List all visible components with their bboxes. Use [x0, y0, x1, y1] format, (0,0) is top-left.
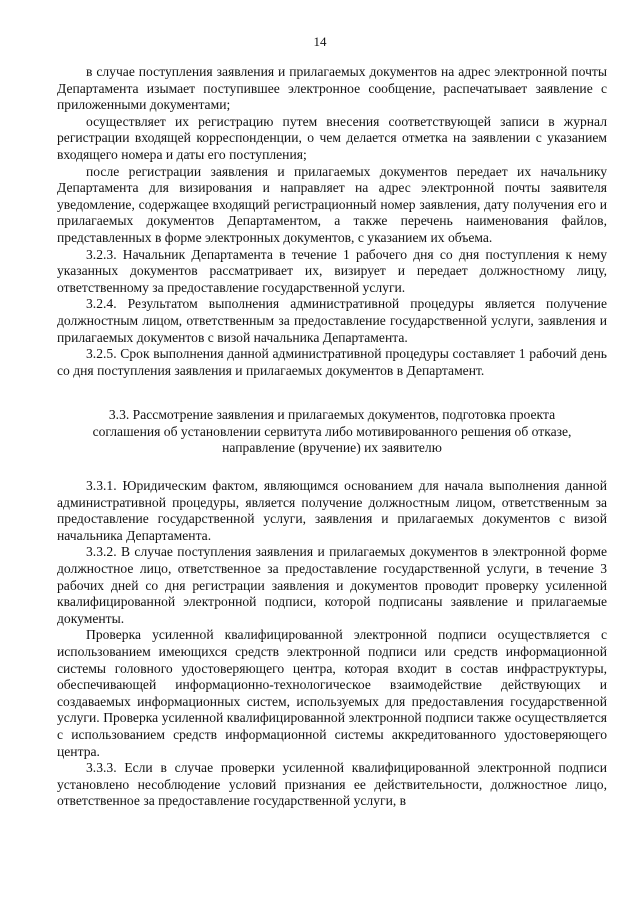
section-heading-line: соглашения об установлении сервитута либо мотивированного решения об отказе, — [92, 423, 572, 439]
paragraph-signature-check: Проверка усиленной квалифицированной электронной подписи осуществляется с использованием имеющихся средств электронной подписи или средств информационной системы головного удостоверяющего центра, которая входит в состав инфраструктуры, обеспечивающей информационно-технологическое взаимодействие действующих и создаваемых информационных систем, используемых для предоставления государственной услуги. Проверка усиленной квалифицированной электронной подписи также осуществляется с использованием средств информационной системы аккредитованного удостоверяющего центра. — [57, 627, 607, 759]
section-heading-line: 3.3. Рассмотрение заявления и прилагаемых документов, подготовка проекта — [108, 407, 556, 423]
paragraph-3-3-1: 3.3.1. Юридическим фактом, являющимся основанием для начала выполнения данной административной процедуры, является получение должностным лицом, ответственным за предоставление государственной услуги, заявления и прилагаемых документов с визой начальника Департамента. — [57, 478, 607, 543]
paragraph-after-registration: после регистрации заявления и прилагаемых документов передает их начальнику Департамента для визирования и направляет на адрес электронной почты заявителя уведомление, содержащее входящий регистрационный номер заявления, дату получения его и прилагаемых документов Департаментом, а также перечень наименования файлов, представленных в форме электронных документов, с указанием их объема. — [57, 163, 607, 245]
paragraph-3-2-3: 3.2.3. Начальник Департамента в течение 1 рабочего дня со дня поступления к нему указанных документов рассматривает их, визирует и передает должностному лицу, ответственному за предоставление государственной услуги. — [57, 246, 607, 295]
paragraph-3-2-5: 3.2.5. Срок выполнения данной административной процедуры составляет 1 рабочий день со дня поступления заявления и прилагаемых документов в Департамент. — [57, 346, 607, 378]
paragraph-registration: осуществляет их регистрацию путем внесения соответствующей записи в журнал регистрации входящей корреспонденции, о чем делается отметка на заявлении с указанием входящего номера и даты его поступления; — [57, 113, 607, 162]
paragraph-3-3-3: 3.3.3. Если в случае проверки усиленной квалифицированной электронной подписи установлено несоблюдение условий признания ее действительности, должностное лицо, ответственное за предоставление государственной услуги, в — [57, 760, 607, 809]
section-heading-3-3 — [57, 407, 607, 457]
paragraph-3-2-4: 3.2.4. Результатом выполнения административной процедуры является получение должностным лицом, ответственным за предоставление государственной услуги, заявления и прилагаемых документов с визой начальника Департамента. — [57, 296, 607, 345]
page-number: 14 — [313, 34, 327, 49]
section-heading-line: направление (вручение) их заявителю — [222, 440, 442, 456]
paragraph-3-3-2: 3.3.2. В случае поступления заявления и прилагаемых документов в электронной форме должностное лицо, ответственное за предоставление государственной услуги, в течение 3 рабочих дней со дня регистрации заявления и документов проводит проверку усиленной квалифицированной электронной подписи, которой подписаны заявление и прилагаемые документы. — [57, 544, 607, 626]
paragraph-email-intake: в случае поступления заявления и прилагаемых документов на адрес электронной почты Департамента изымает поступившее электронное сообщение, распечатывает заявление с приложенными документами; — [57, 64, 607, 113]
document-body — [57, 64, 607, 810]
